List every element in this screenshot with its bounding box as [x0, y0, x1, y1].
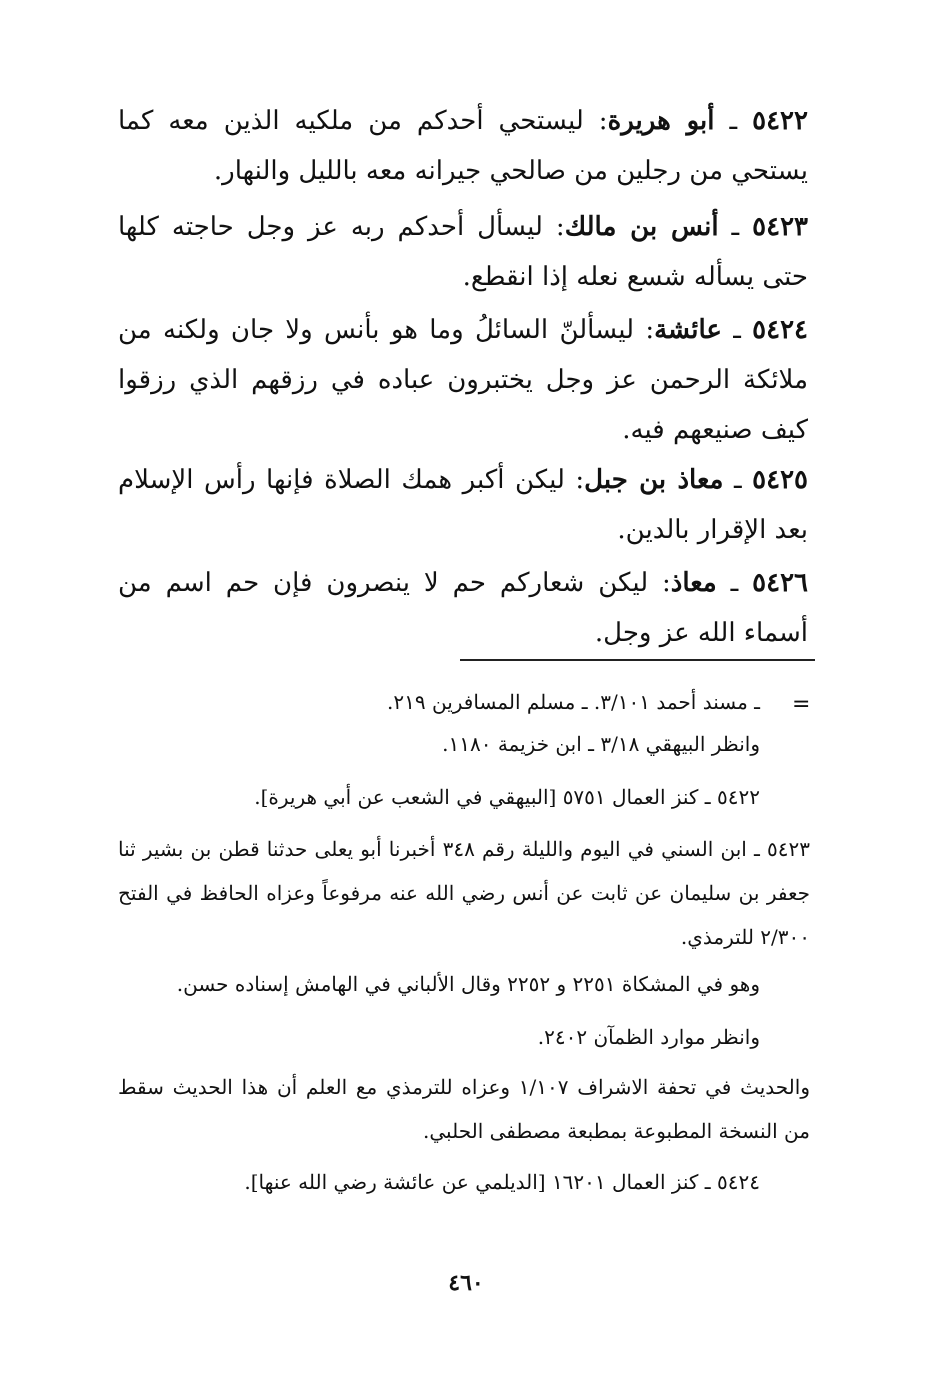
- hadith-entry: [118, 305, 808, 455]
- footnote-line: ٥٤٢٤ ـ كنز العمال ١٦٢٠١ [الديلمي عن عائشة رضي الله عنها].: [244, 1170, 760, 1194]
- entry-separator: :: [634, 315, 655, 345]
- entry-dash: ـ: [716, 568, 753, 598]
- entry-number: ٥٤٢٦: [752, 568, 808, 598]
- hadith-entry: [118, 96, 808, 196]
- footnote-line: وانظر موارد الظمآن ٢٤٠٢.: [537, 1025, 760, 1049]
- entry-dash: ـ: [718, 212, 753, 242]
- footnote-paragraph: والحديث في تحفة الاشراف ١/١٠٧ وعزاه للترمذي مع العلم أن هذا الحديث سقط من النسخة المطبوعة بمطبعة مصطفى الحلبي.: [118, 1075, 810, 1143]
- footnote-divider: [460, 659, 815, 661]
- footnote-line: ٥٤٢٢ ـ كنز العمال ٥٧٥١ [البيهقي في الشعب عن أبي هريرة].: [254, 785, 760, 809]
- narrator-name: معاذ: [670, 568, 717, 598]
- entry-number: ٥٤٢٢: [752, 106, 808, 136]
- narrator-name: معاذ بن جبل: [584, 465, 724, 495]
- narrator-name: عائشة: [654, 315, 722, 345]
- footnote-continuation-mark: =: [792, 692, 811, 717]
- hadith-text: ليسأل أحدكم ربه عز وجل حاجته كلها حتى يسأله شسع نعله إذا انقطع.: [118, 212, 808, 292]
- hadith-text: ليكن أكبر همك الصلاة فإنها رأس الإسلام بعد الإقرار بالدين.: [118, 465, 808, 545]
- entry-dash: ـ: [723, 465, 753, 495]
- hadith-entry: [118, 202, 808, 302]
- footnote-line: ـ مسند أحمد ٣/١٠١. ـ مسلم المسافرين ٢١٩.: [387, 690, 760, 714]
- entry-dash: ـ: [721, 315, 753, 345]
- narrator-name: أنس بن مالك: [564, 212, 719, 242]
- narrator-name: أبو هريرة: [607, 106, 715, 136]
- hadith-text: ليسألنّ السائلُ وما هو بأنس ولا جان ولكنه من ملائكة الرحمن عز وجل يختبرون عباده في رزقهم الذي رزقوا كيف صنيعهم فيه.: [118, 315, 808, 445]
- entry-separator: :: [648, 568, 671, 598]
- entry-number: ٥٤٢٤: [752, 315, 808, 345]
- page-number: ٤٦٠: [448, 1270, 484, 1296]
- hadith-entry: [118, 455, 808, 555]
- hadith-text: ليستحي أحدكم من ملكيه الذين معه كما يستحي من رجلين من صالحي جيرانه معه بالليل والنهار.: [118, 106, 808, 186]
- entry-number: ٥٤٢٥: [752, 465, 808, 495]
- entry-separator: :: [542, 212, 565, 242]
- footnote-paragraph: ٥٤٢٣ ـ ابن السني في اليوم والليلة رقم ٣٤٨ أخبرنا أبو يعلى حدثنا قطن بن بشير ثنا جعفر بن سليمان عن ثابت عن أنس رضي الله عنه مرفوعاً وعزاه الحافظ في الفتح ٢/٣٠٠ للترمذي.: [118, 837, 810, 949]
- hadith-entry: [118, 558, 808, 658]
- entry-dash: ـ: [714, 106, 753, 136]
- footnote-line: وانظر البيهقي ٣/١٨ ـ ابن خزيمة ١١٨٠.: [442, 732, 760, 756]
- entry-separator: :: [583, 106, 608, 136]
- hadith-text: ليكن شعاركم حم لا ينصرون فإن حم اسم من أسماء الله عز وجل.: [118, 568, 808, 648]
- footnote-line: وهو في المشكاة ٢٢٥١ و ٢٢٥٢ وقال الألباني في الهامش إسناده حسن.: [176, 972, 760, 996]
- entry-separator: :: [564, 465, 585, 495]
- entry-number: ٥٤٢٣: [752, 212, 809, 242]
